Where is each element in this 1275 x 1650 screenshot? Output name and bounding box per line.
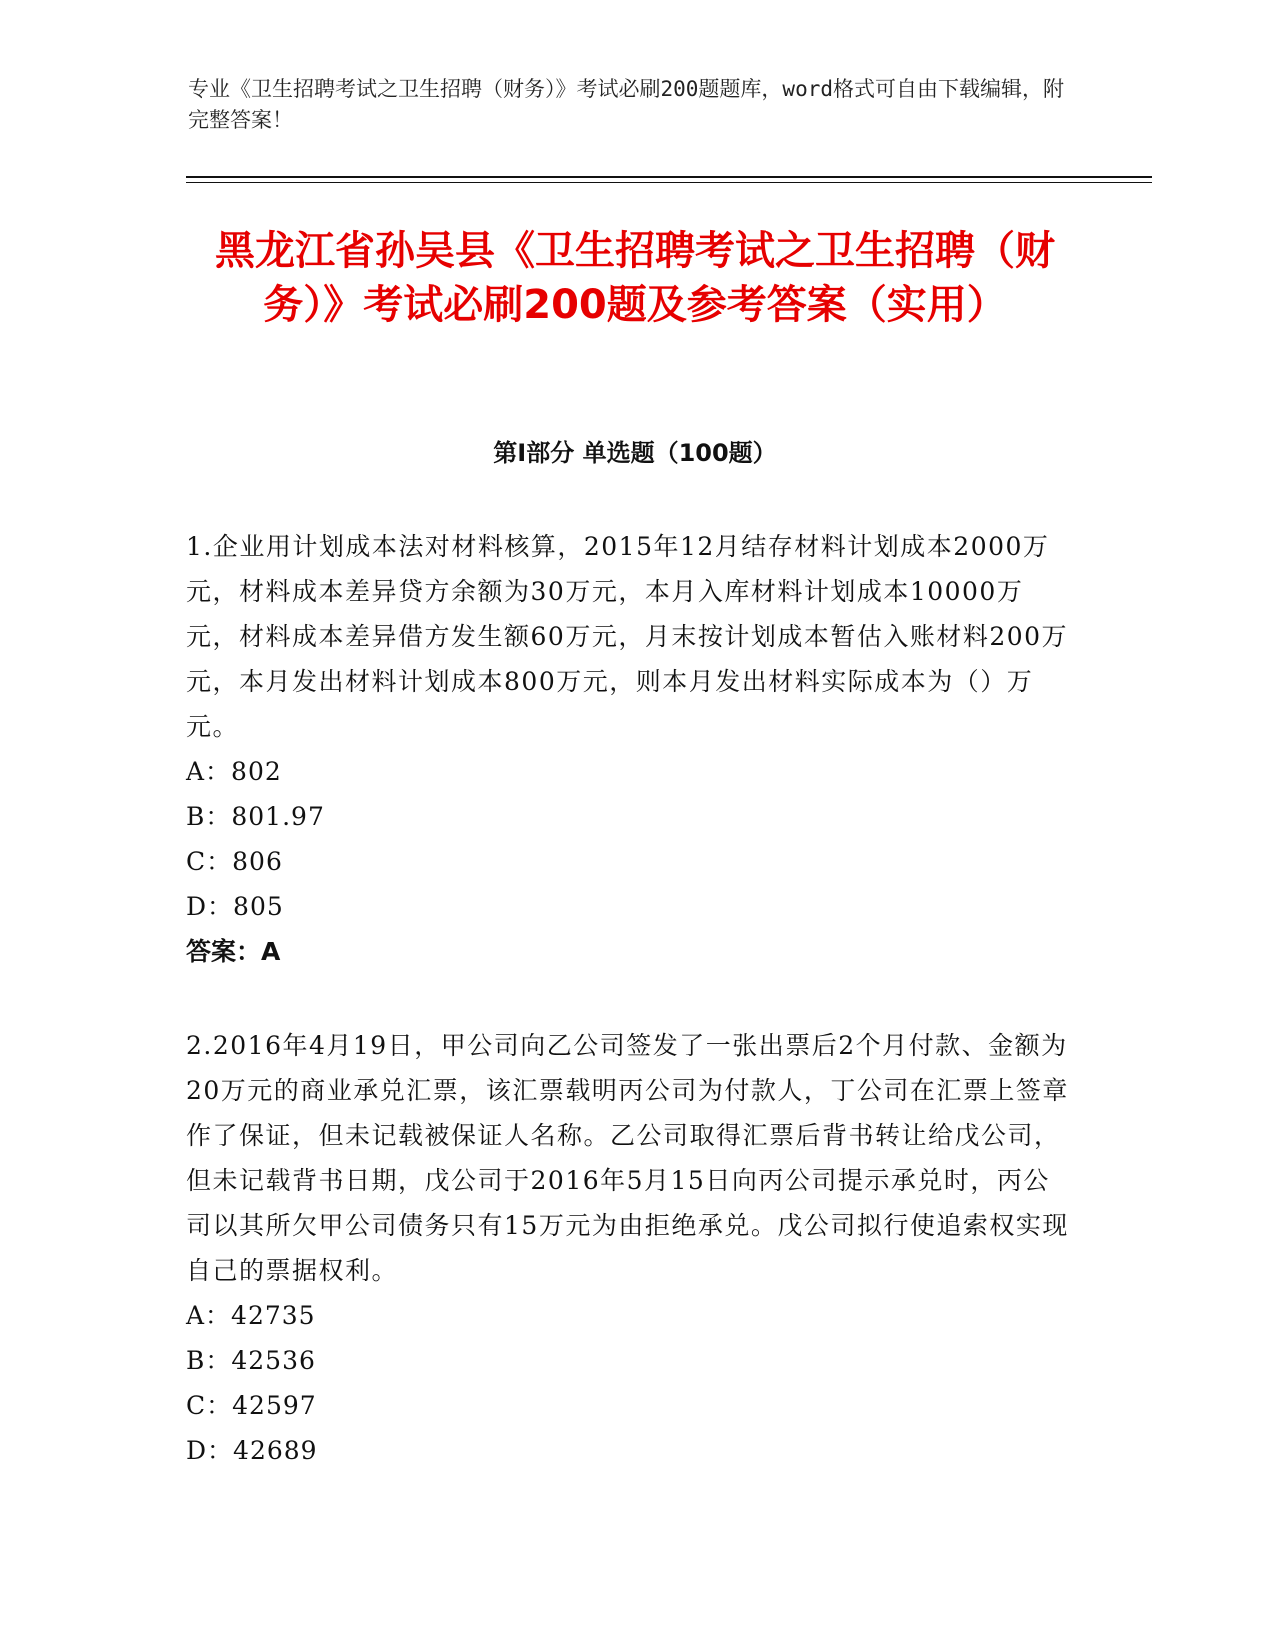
question-2	[186, 1023, 1076, 1473]
option-c: C：806	[186, 847, 283, 876]
option-b: B：801.97	[186, 802, 325, 831]
option-c: C：42597	[186, 1391, 317, 1420]
option-a: A：42735	[186, 1301, 316, 1330]
option-a: A：802	[186, 757, 282, 786]
option-b: B：42536	[186, 1346, 316, 1375]
header-note: 专业《卫生招聘考试之卫生招聘（财务）》考试必刷200题题库，word格式可自由下载编辑，附完整答案！	[188, 77, 1064, 132]
question-stem: 2.2016年4月19日，甲公司向乙公司签发了一张出票后2个月付款、金额为20万元的商业承兑汇票，该汇票载明丙公司为付款人，丁公司在汇票上签章作了保证，但未记载被保证人名称。乙公司取得汇票后背书转让给戊公司，但未记载背书日期，戊公司于2016年5月15日向丙公司提示承兑时，丙公司以其所欠甲公司债务只有15万元为由拒绝承兑。戊公司拟行使追索权实现自己的票据权利。	[186, 1031, 1069, 1285]
answer-line: 答案：A	[186, 937, 281, 966]
header-rule-thin	[186, 182, 1152, 183]
document-title: 黑龙江省孙吴县《卫生招聘考试之卫生招聘（财务）》考试必刷200题及参考答案（实用）	[215, 228, 1055, 328]
option-d: D：805	[186, 892, 284, 921]
question-1	[186, 524, 1076, 974]
question-stem: 1.企业用计划成本法对材料核算，2015年12月结存材料计划成本2000万元，材料成本差异贷方余额为30万元，本月入库材料计划成本10000万元，材料成本差异借方发生额60万元，月末按计划成本暂估入账材料200万元，本月发出材料计划成本800万元，则本月发出材料实际成本为（）万元。	[186, 532, 1069, 741]
header-rule-thick	[186, 176, 1152, 178]
section-title: 第I部分 单选题（100题）	[493, 439, 777, 467]
option-d: D：42689	[186, 1436, 318, 1465]
